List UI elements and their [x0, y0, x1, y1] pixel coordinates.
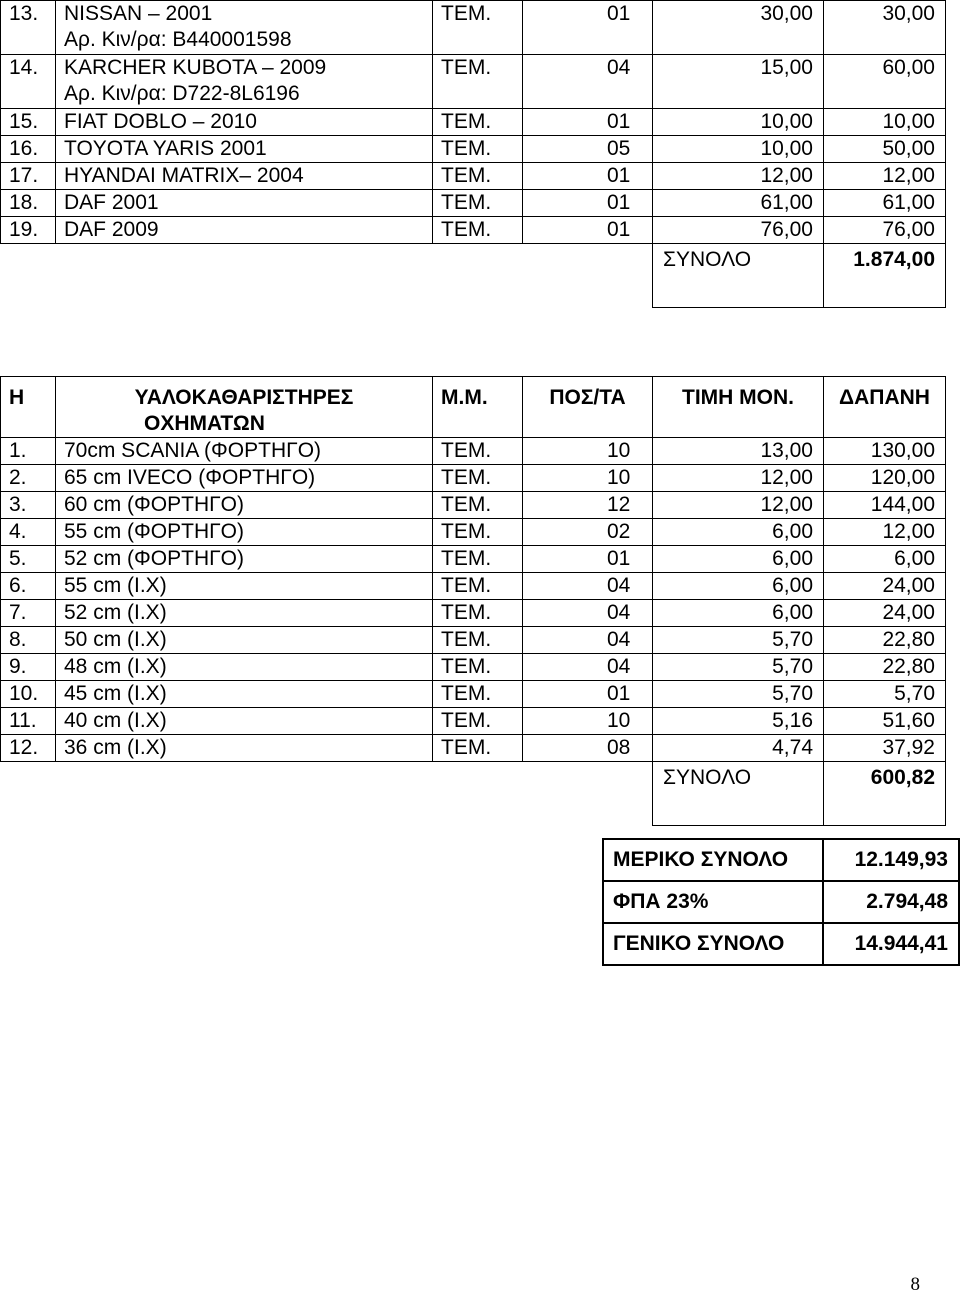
row-unit: ΤΕΜ. [433, 438, 523, 465]
table-row [1, 492, 946, 519]
row-number: 19. [1, 217, 56, 244]
row-number: 8. [1, 627, 56, 654]
row-number: 14. [1, 55, 56, 109]
row-number: 16. [1, 136, 56, 163]
table-row [1, 465, 946, 492]
row-quantity: 04 [523, 573, 653, 600]
row-unit-price: 15,00 [653, 55, 824, 109]
row-number: 9. [1, 654, 56, 681]
row-unit: ΤΕΜ. [433, 546, 523, 573]
row-number: 7. [1, 600, 56, 627]
row-unit: ΤΕΜ. [433, 136, 523, 163]
row-number: 17. [1, 163, 56, 190]
row-quantity: 10 [523, 708, 653, 735]
row-quantity: 01 [523, 1, 653, 55]
table-row [1, 681, 946, 708]
row-unit-price: 10,00 [653, 136, 824, 163]
row-number: 10. [1, 681, 56, 708]
row-description: DAF 2009 [56, 217, 433, 244]
row-unit-price: 6,00 [653, 573, 824, 600]
table-row [1, 573, 946, 600]
subtotal-row [1, 762, 946, 826]
row-total: 12,00 [824, 163, 946, 190]
row-unit: ΤΕΜ. [433, 600, 523, 627]
summary-row [603, 881, 959, 923]
row-unit: ΤΕΜ. [433, 163, 523, 190]
row-unit-price: 12,00 [653, 492, 824, 519]
row-quantity: 01 [523, 681, 653, 708]
table-header-row [1, 377, 946, 438]
row-quantity: 04 [523, 55, 653, 109]
row-unit-price: 30,00 [653, 1, 824, 55]
row-description: KARCHER KUBOTA – 2009 Αρ. Κιν/ρα: D722-8L6196 [56, 55, 433, 109]
row-number: 15. [1, 109, 56, 136]
row-description: 50 cm (Ι.Χ) [56, 627, 433, 654]
row-unit: ΤΕΜ. [433, 465, 523, 492]
row-unit-price: 6,00 [653, 519, 824, 546]
row-unit: ΤΕΜ. [433, 1, 523, 55]
header-unit: Μ.Μ. [433, 377, 523, 438]
header-number: Η [1, 377, 56, 438]
row-number: 13. [1, 1, 56, 55]
table-row [1, 136, 946, 163]
summary-value: 14.944,41 [823, 923, 959, 965]
row-description: HYANDAI MATRIX– 2004 [56, 163, 433, 190]
row-description: 45 cm (Ι.Χ) [56, 681, 433, 708]
row-total: 22,80 [824, 654, 946, 681]
row-total: 76,00 [824, 217, 946, 244]
table-row [1, 55, 946, 109]
row-quantity: 01 [523, 190, 653, 217]
row-unit: ΤΕΜ. [433, 627, 523, 654]
table-row [1, 163, 946, 190]
row-total: 6,00 [824, 546, 946, 573]
table-row [1, 654, 946, 681]
row-total: 30,00 [824, 1, 946, 55]
subtotal-value: 1.874,00 [824, 244, 946, 308]
row-total: 12,00 [824, 519, 946, 546]
row-total: 10,00 [824, 109, 946, 136]
row-quantity: 01 [523, 546, 653, 573]
row-total: 24,00 [824, 573, 946, 600]
row-unit-price: 61,00 [653, 190, 824, 217]
row-description: 52 cm (Ι.Χ) [56, 600, 433, 627]
row-number: 11. [1, 708, 56, 735]
row-quantity: 10 [523, 438, 653, 465]
row-total: 37,92 [824, 735, 946, 762]
items-table-vehicles [0, 0, 946, 308]
row-unit-price: 76,00 [653, 217, 824, 244]
row-total: 60,00 [824, 55, 946, 109]
row-unit-price: 6,00 [653, 546, 824, 573]
row-total: 61,00 [824, 190, 946, 217]
row-description: 70cm SCANIA (ΦΟΡΤΗΓΟ) [56, 438, 433, 465]
summary-label: ΓΕΝΙΚΟ ΣΥΝΟΛΟ [603, 923, 823, 965]
row-description: 65 cm IVECO (ΦΟΡΤΗΓΟ) [56, 465, 433, 492]
items-table-wipers [0, 376, 946, 826]
row-unit-price: 13,00 [653, 438, 824, 465]
table-row [1, 190, 946, 217]
row-number: 12. [1, 735, 56, 762]
row-number: 1. [1, 438, 56, 465]
row-total: 120,00 [824, 465, 946, 492]
row-unit-price: 12,00 [653, 163, 824, 190]
summary-value: 2.794,48 [823, 881, 959, 923]
row-quantity: 04 [523, 600, 653, 627]
row-description: 40 cm (Ι.Χ) [56, 708, 433, 735]
table-row [1, 519, 946, 546]
row-quantity: 02 [523, 519, 653, 546]
header-description: ΥΑΛΟΚΑΘΑΡΙΣΤΗΡΕΣ ΟΧΗΜΑΤΩΝ [56, 377, 433, 438]
row-unit-price: 5,16 [653, 708, 824, 735]
summary-label: ΦΠΑ 23% [603, 881, 823, 923]
table-row [1, 109, 946, 136]
row-quantity: 04 [523, 654, 653, 681]
row-quantity: 01 [523, 163, 653, 190]
row-total: 22,80 [824, 627, 946, 654]
row-unit: ΤΕΜ. [433, 735, 523, 762]
row-unit: ΤΕΜ. [433, 708, 523, 735]
row-quantity: 05 [523, 136, 653, 163]
row-unit: ΤΕΜ. [433, 217, 523, 244]
row-unit-price: 6,00 [653, 600, 824, 627]
row-unit-price: 5,70 [653, 681, 824, 708]
row-description: FIAT DOBLO – 2010 [56, 109, 433, 136]
row-unit: ΤΕΜ. [433, 654, 523, 681]
header-unit-price: ΤΙΜΗ ΜΟΝ. [653, 377, 824, 438]
row-quantity: 12 [523, 492, 653, 519]
row-quantity: 10 [523, 465, 653, 492]
row-quantity: 04 [523, 627, 653, 654]
summary-value: 12.149,93 [823, 839, 959, 881]
row-description: NISSAN – 2001 Αρ. Κιν/ρα: Β440001598 [56, 1, 433, 55]
row-total: 50,00 [824, 136, 946, 163]
row-total: 130,00 [824, 438, 946, 465]
table-row [1, 735, 946, 762]
row-unit: ΤΕΜ. [433, 519, 523, 546]
header-quantity: ΠΟΣ/ΤΑ [523, 377, 653, 438]
row-number: 2. [1, 465, 56, 492]
subtotal-label: ΣΥΝΟΛΟ [653, 762, 824, 826]
row-quantity: 01 [523, 217, 653, 244]
row-description: 60 cm (ΦΟΡΤΗΓΟ) [56, 492, 433, 519]
header-cost: ΔΑΠΑΝΗ [824, 377, 946, 438]
row-total: 51,60 [824, 708, 946, 735]
row-unit: ΤΕΜ. [433, 190, 523, 217]
table-row [1, 546, 946, 573]
summary-label: ΜΕΡΙΚΟ ΣΥΝΟΛΟ [603, 839, 823, 881]
row-quantity: 01 [523, 109, 653, 136]
row-unit: ΤΕΜ. [433, 492, 523, 519]
table-row [1, 1, 946, 55]
summary-row [603, 923, 959, 965]
row-description: 55 cm (ΦΟΡΤΗΓΟ) [56, 519, 433, 546]
row-number: 5. [1, 546, 56, 573]
row-number: 3. [1, 492, 56, 519]
table-row [1, 438, 946, 465]
subtotal-value: 600,82 [824, 762, 946, 826]
table-row [1, 600, 946, 627]
table-row [1, 627, 946, 654]
row-total: 144,00 [824, 492, 946, 519]
row-description: 36 cm (Ι.Χ) [56, 735, 433, 762]
row-description: TOYOTA YARIS 2001 [56, 136, 433, 163]
subtotal-row [1, 244, 946, 308]
row-unit-price: 10,00 [653, 109, 824, 136]
table-row [1, 708, 946, 735]
row-total: 24,00 [824, 600, 946, 627]
summary-row [603, 839, 959, 881]
row-unit-price: 5,70 [653, 654, 824, 681]
row-description: 48 cm (Ι.Χ) [56, 654, 433, 681]
row-quantity: 08 [523, 735, 653, 762]
row-unit: ΤΕΜ. [433, 109, 523, 136]
subtotal-label: ΣΥΝΟΛΟ [653, 244, 824, 308]
grand-summary-table [602, 838, 960, 966]
row-unit: ΤΕΜ. [433, 55, 523, 109]
row-unit: ΤΕΜ. [433, 573, 523, 600]
row-unit-price: 5,70 [653, 627, 824, 654]
row-unit-price: 12,00 [653, 465, 824, 492]
row-unit: ΤΕΜ. [433, 681, 523, 708]
row-description: 52 cm (ΦΟΡΤΗΓΟ) [56, 546, 433, 573]
row-description: 55 cm (Ι.Χ) [56, 573, 433, 600]
row-description: DAF 2001 [56, 190, 433, 217]
row-total: 5,70 [824, 681, 946, 708]
table-row [1, 217, 946, 244]
row-number: 6. [1, 573, 56, 600]
page-number: 8 [910, 1274, 920, 1295]
row-unit-price: 4,74 [653, 735, 824, 762]
row-number: 18. [1, 190, 56, 217]
row-number: 4. [1, 519, 56, 546]
